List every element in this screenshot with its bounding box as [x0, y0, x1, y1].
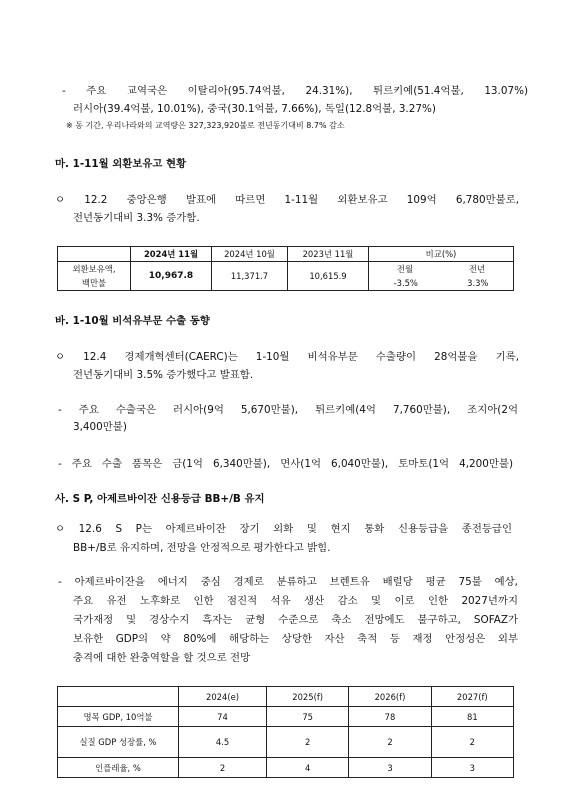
- section-ma-para-line-1: ㅇ 12.2 중앙은행 발표에 따르면 1-11월 외환보유고 109억 6,780만불로,: [55, 194, 519, 206]
- rating-detail-line-3: 국가재정 및 경상수지 흑자는 균형 수준으로 축소 전망에도 불구하고, SOFAZ가: [73, 614, 518, 626]
- trade-partners-line-1: - 주요 교역국은 이탈리아(95.74억불, 24.31%), 튀르키예(51.4억불, 13.07%): [62, 85, 528, 97]
- trade-partners-line-2: 러시아(39.4억불, 10.01%), 중국(30.1억불, 7.66%), 독일(12.8억불, 3.27%): [73, 103, 436, 115]
- table-row: [58, 707, 514, 727]
- gdp-row-real-2024: 4.5: [179, 727, 267, 758]
- gdp-header-2027: 2027(f): [431, 687, 513, 707]
- reserves-col-2023-11: 2023년 11월: [288, 247, 369, 262]
- reserves-row-label: [58, 262, 131, 291]
- gdp-row-inflation-2026: 3: [349, 758, 431, 778]
- section-ba-para-line-1: ㅇ 12.4 경제개혁센터(CAERC)는 1-10월 비석유부문 수출량이 28억불을 기록,: [55, 351, 519, 363]
- section-heading-ba: 바. 1-10월 비석유부문 수출 동향: [55, 315, 210, 327]
- rating-detail-line-2: 주요 유전 노후화로 인한 점진적 석유 생산 감소 및 이로 인한 2027년까지: [73, 595, 518, 607]
- reserves-row-label-2: 백만불: [81, 278, 107, 288]
- section-heading-ma: 마. 1-11월 외환보유고 현황: [55, 158, 187, 170]
- gdp-row-inflation-label: 인플레율, %: [58, 758, 179, 778]
- section-ma-para-line-2: 전년동기대비 3.3% 증가함.: [73, 212, 200, 224]
- gdp-row-nominal-2025: 75: [267, 707, 349, 727]
- gdp-row-real-label: 실질 GDP 성장률, %: [58, 727, 179, 758]
- gdp-header-2024: 2024(e): [179, 687, 267, 707]
- reserves-val-prev-year: 3.3%: [467, 278, 489, 288]
- reserves-col-2024-11: 2024년 11월: [131, 247, 212, 262]
- section-sa-para-line-2: BB+/B로 유지하며, 전망을 안정적으로 평가한다고 밝힘.: [73, 542, 331, 554]
- export-partners-line-1: - 주요 수출국은 러시아(9억 5,670만불), 튀르키예(4억 7,760만불), 조지아(2억: [58, 404, 518, 416]
- gdp-row-real-2026: 2: [349, 727, 431, 758]
- gdp-table: [57, 686, 514, 778]
- reserves-val-2023-11: 10,615.9: [288, 262, 369, 291]
- gdp-row-inflation-2024: 2: [179, 758, 267, 778]
- gdp-row-nominal-2026: 78: [349, 707, 431, 727]
- reserves-table: [57, 246, 514, 291]
- reserves-sub-prev-month: 전월: [396, 264, 414, 274]
- table-row: [58, 727, 514, 758]
- reserves-table-corner: [58, 247, 131, 262]
- section-ba-para-line-2: 전년동기대비 3.5% 증가했다고 발표함.: [73, 369, 254, 381]
- gdp-header-2026: 2026(f): [349, 687, 431, 707]
- gdp-row-nominal-2024: 74: [179, 707, 267, 727]
- section-sa-para-line-1: ㅇ 12.6 S P는 아제르바이잔 장기 외화 및 현지 통화 신용등급을 종전등급인: [55, 523, 512, 535]
- trade-note: ※ 동 기간, 우리나라와의 교역량은 327,323,920불로 전년동기대비 8.7% 감소: [66, 121, 345, 130]
- gdp-header-label: [58, 687, 179, 707]
- table-row: [58, 758, 514, 778]
- reserves-compare-cell: [369, 262, 514, 291]
- gdp-header-2025: 2025(f): [267, 687, 349, 707]
- reserves-val-2024-10: 11,371.7: [212, 262, 288, 291]
- section-heading-sa: 사. S P, 아제르바이잔 신용등급 BB+/B 유지: [55, 493, 265, 505]
- reserves-val-prev-month: -3.5%: [393, 278, 418, 288]
- gdp-row-inflation-2025: 4: [267, 758, 349, 778]
- reserves-sub-prev-year: 전년: [468, 264, 486, 274]
- gdp-row-nominal-label: 명목 GDP, 10억불: [58, 707, 179, 727]
- reserves-col-2024-10: 2024년 10월: [212, 247, 288, 262]
- rating-detail-line-1: - 아제르바이잔을 에너지 중심 경제로 분류하고 브렌트유 배럴당 평균 75불 예상,: [58, 576, 518, 588]
- export-items-line: - 주요 수출 품목은 금(1억 6,340만불), 면사(1억 6,040만불), 토마토(1억 4,200만불): [58, 458, 513, 470]
- gdp-row-inflation-2027: 3: [431, 758, 513, 778]
- reserves-val-2024-11: 10,967.8: [131, 262, 212, 291]
- reserves-compare-values: [369, 276, 513, 290]
- rating-detail-line-5: 충격에 대한 완충역할을 할 것으로 전망: [73, 652, 251, 664]
- gdp-row-nominal-2027: 81: [431, 707, 513, 727]
- export-partners-line-2: 3,400만불): [73, 421, 127, 433]
- reserves-row-label-1: 외환보유액,: [72, 264, 116, 274]
- reserves-col-compare: 비교(%): [369, 247, 514, 262]
- gdp-row-real-2027: 2: [431, 727, 513, 758]
- rating-detail-line-4: 보유한 GDP의 약 80%에 해당하는 상당한 자산 축적 등 재정 안정성은 외부: [73, 633, 518, 645]
- gdp-row-real-2025: 2: [267, 727, 349, 758]
- reserves-compare-headers: [369, 262, 513, 276]
